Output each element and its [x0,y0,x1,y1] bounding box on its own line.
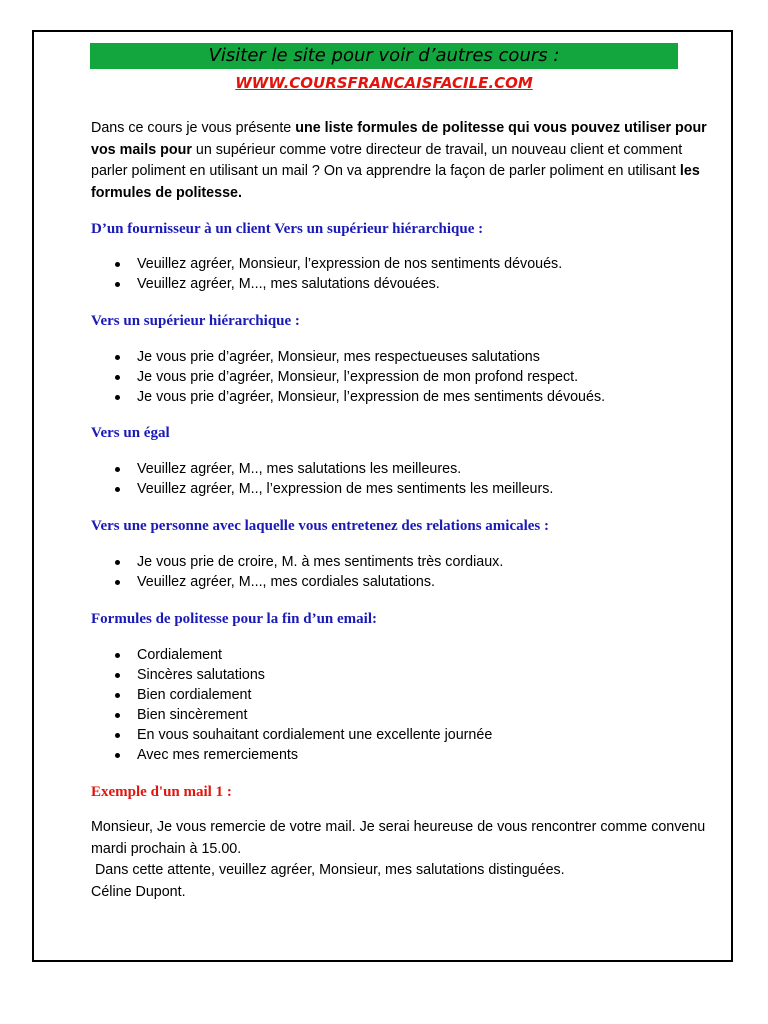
section-heading-superieur: Vers un supérieur hiérarchique : [91,313,300,329]
bullet-icon [115,355,120,360]
list-item [91,459,711,479]
list-item-text: Avec mes remerciements [137,747,299,763]
intro-bold-1: une liste formules de politesse qui vous pouvez utiliser pour vos mails pour [91,120,707,158]
intro-text-1: Dans ce cours je vous présente [91,120,296,136]
list-item-text: Veuillez agréer, M.., l’expression de mes sentiments les meilleurs. [137,481,554,497]
section-heading-fournisseur: D’un fournisseur à un client Vers un supérieur hiérarchique : [91,221,484,237]
list-item [91,645,711,665]
bullet-icon [115,262,120,267]
section-list-fournisseur [91,254,711,294]
document-body [91,118,711,903]
bullet-icon [115,713,120,718]
list-item-text: Je vous prie de croire, M. à mes sentiments très cordiaux. [137,554,504,570]
list-item [91,254,711,274]
section-heading-amicales: Vers une personne avec laquelle vous entretenez des relations amicales : [91,518,550,534]
list-item [91,725,711,745]
list-item [91,705,711,725]
list-item-text: Bien cordialement [137,687,252,703]
bullet-icon [115,733,120,738]
list-item-text: Bien sincèrement [137,707,248,723]
mail-line: Dans cette attente, veuillez agréer, Monsieur, mes salutations distinguées. [91,862,565,878]
bullet-icon [115,395,120,400]
intro-text-2: un supérieur comme votre directeur de travail, un nouveau client et comment parler poliment en utilisant un mail ? On va apprendre la façon de parler poliment en utilisant [91,141,683,179]
bullet-icon [115,693,120,698]
example-mail [91,817,711,903]
list-item-text: Cordialement [137,647,223,663]
section-list-superieur [91,347,711,407]
bullet-icon [115,653,120,658]
bullet-icon [115,560,120,565]
list-item-text: Sincères salutations [137,667,265,683]
list-item-text: Je vous prie d’agréer, Monsieur, mes respectueuses salutations [137,349,540,365]
intro-bold-2: les formules de politesse. [91,163,700,201]
bullet-icon [115,282,120,287]
list-item-text: Veuillez agréer, M..., mes salutations dévouées. [137,276,440,292]
mail-line: Monsieur, Je vous remercie de votre mail. Je serai heureuse de vous rencontrer comme convenu mardi prochain à 15.00. [91,819,706,857]
list-item-text: Veuillez agréer, M..., mes cordiales salutations. [137,574,435,590]
bullet-icon [115,753,120,758]
list-item [91,387,711,407]
list-item [91,745,711,765]
list-item [91,274,711,294]
section-heading-egal: Vers un égal [91,425,170,441]
example-heading: Exemple d'un mail 1 : [91,784,232,800]
intro-paragraph [91,118,711,204]
list-item-text: Veuillez agréer, Monsieur, l’expression de nos sentiments dévoués. [137,256,563,272]
mail-signature: Céline Dupont. [91,883,186,900]
list-item-text: Je vous prie d’agréer, Monsieur, l’expression de mes sentiments dévoués. [137,389,606,405]
list-item [91,665,711,685]
list-item [91,479,711,499]
bullet-icon [115,673,120,678]
list-item-text: Veuillez agréer, M.., mes salutations les meilleures. [137,461,462,477]
list-item [91,552,711,572]
bullet-icon [115,487,120,492]
list-item [91,367,711,387]
section-list-fin-email [91,645,711,765]
bullet-icon [115,375,120,380]
section-list-egal [91,459,711,499]
list-item-text: En vous souhaitant cordialement une excellente journée [137,727,493,743]
bullet-icon [115,580,120,585]
list-item [91,685,711,705]
site-banner: Visiter le site pour voir d’autres cours : [90,43,678,69]
bullet-icon [115,467,120,472]
list-item [91,347,711,367]
section-heading-fin-email: Formules de politesse pour la fin d’un email: [91,611,377,627]
list-item-text: Je vous prie d’agréer, Monsieur, l’expression de mon profond respect. [137,369,579,385]
site-link[interactable]: WWW.COURSFRANCAISFACILE.COM [235,74,533,92]
list-item [91,572,711,592]
section-list-amicales [91,552,711,592]
